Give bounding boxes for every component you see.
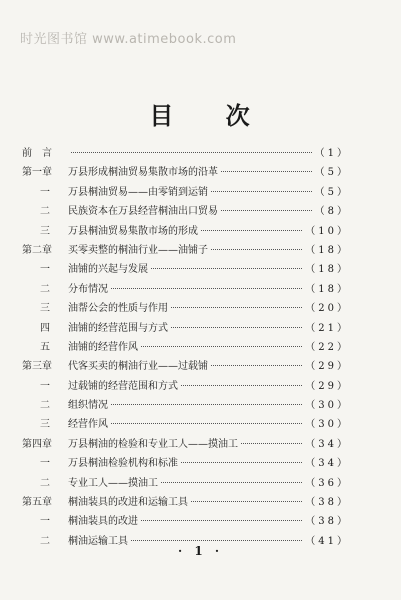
toc-entry-number: 二	[40, 283, 50, 295]
dot-leader	[111, 422, 302, 424]
toc-entry	[22, 260, 350, 279]
toc-entry-page: （29）	[305, 380, 350, 392]
toc-entry	[22, 415, 350, 434]
dot-leader	[181, 461, 302, 463]
toc-entry-page: （34）	[305, 438, 350, 450]
dot-leader	[211, 364, 302, 366]
toc-entry-page: （20）	[305, 303, 350, 315]
toc-entry	[22, 319, 350, 338]
dot-leader	[221, 209, 312, 211]
toc-entry	[22, 202, 350, 221]
page-title: 目 次	[149, 101, 272, 130]
toc-entry-number: 二	[40, 400, 50, 412]
dot-leader	[131, 539, 302, 541]
toc-entry-number: 二	[40, 535, 50, 547]
toc-entry-title: 桐油装具的改进和运输工具	[68, 497, 188, 509]
toc-entry-number: 第三章	[22, 361, 52, 373]
dot-leader	[211, 190, 312, 192]
toc-entry-number: 一	[40, 380, 50, 392]
dot-leader	[141, 345, 302, 347]
toc-entry-number: 前 言	[22, 148, 52, 159]
toc-entry-number: 三	[40, 303, 50, 315]
toc-entry	[22, 512, 350, 531]
toc-entry	[22, 144, 350, 163]
toc-entry-page: （22）	[305, 341, 350, 353]
toc-entry-number: 二	[40, 477, 50, 489]
toc-entry-title: 油铺的经营范围与方式	[68, 322, 168, 334]
dot-leader	[201, 229, 302, 231]
toc-entry-page: （34）	[305, 458, 350, 470]
toc-entry-number: 第二章	[22, 244, 52, 256]
toc-entry	[22, 241, 350, 260]
toc-entry-title: 万县桐油检验机构和标准	[68, 458, 178, 470]
toc-entry-number: 第四章	[22, 438, 52, 450]
toc-entry-page: （5）	[314, 167, 350, 179]
toc-entry-number: 四	[40, 322, 50, 334]
toc-entry-title: 分布情况	[68, 283, 108, 295]
toc-entry-page: （8）	[314, 206, 350, 218]
dot-leader	[161, 481, 302, 483]
toc-entry-page: （1）	[314, 148, 350, 159]
toc-entry-number: 第五章	[22, 497, 52, 509]
toc-entry-title: 过载铺的经营范围和方式	[68, 380, 178, 392]
toc-entry	[22, 493, 350, 512]
toc-entry-title: 油铺的经营作风	[68, 341, 138, 353]
toc-entry	[22, 280, 350, 299]
toc-entry-title: 买零卖整的桐油行业——油铺子	[68, 244, 208, 256]
watermark: 时光图书馆 www.atimebook.com	[20, 32, 237, 47]
toc-entry-page: （18）	[305, 264, 350, 276]
dot-leader	[221, 170, 312, 172]
toc-entry-page: （30）	[305, 419, 350, 431]
toc-entry	[22, 222, 350, 241]
toc-entry-page: （38）	[305, 497, 350, 509]
toc-entry-number: 一	[40, 516, 50, 528]
dot-leader	[181, 384, 302, 386]
toc-entry	[22, 435, 350, 454]
toc-entry	[22, 357, 350, 376]
toc-entry-number: 三	[40, 225, 50, 237]
toc-entry-page: （41）	[305, 535, 350, 547]
toc-entry	[22, 183, 350, 202]
toc-entry-page: （18）	[305, 244, 350, 256]
toc-entry-title: 经营作风	[68, 419, 108, 431]
toc-entry-number: 三	[40, 419, 50, 431]
toc-entry	[22, 396, 350, 415]
dot-leader	[241, 442, 302, 444]
toc-entry-title: 万县桐油的检验和专业工人——摸油工	[68, 438, 238, 450]
dot-leader	[171, 326, 302, 328]
table-of-contents	[22, 144, 350, 551]
page-number: · 1 ·	[177, 544, 224, 558]
toc-entry-number: 一	[40, 186, 50, 198]
dot-leader	[211, 248, 302, 250]
toc-entry	[22, 163, 350, 182]
toc-entry-page: （30）	[305, 400, 350, 412]
toc-entry-page: （36）	[305, 477, 350, 489]
toc-entry-title: 万县形成桐油贸易集散市场的沿革	[68, 167, 218, 179]
dot-leader	[111, 287, 302, 289]
dot-leader	[171, 306, 302, 308]
toc-entry-title: 万县桐油贸易——由零销到运销	[68, 186, 208, 198]
toc-entry-title: 桐油运输工具	[68, 535, 128, 547]
toc-entry	[22, 474, 350, 493]
toc-entry-page: （21）	[305, 322, 350, 334]
toc-entry-number: 二	[40, 206, 50, 218]
toc-entry-title: 专业工人——摸油工	[68, 477, 158, 489]
toc-entry	[22, 377, 350, 396]
toc-entry-title: 桐油装具的改进	[68, 516, 138, 528]
dot-leader	[111, 403, 302, 405]
toc-entry-number: 一	[40, 264, 50, 276]
toc-entry	[22, 299, 350, 318]
toc-entry-title: 民族资本在万县经营桐油出口贸易	[68, 206, 218, 218]
toc-entry-page: （18）	[305, 283, 350, 295]
toc-entry-number: 第一章	[22, 167, 52, 179]
dot-leader	[191, 500, 302, 502]
dot-leader	[141, 519, 302, 521]
dot-leader	[151, 267, 302, 269]
toc-entry	[22, 338, 350, 357]
toc-entry-page: （38）	[305, 516, 350, 528]
toc-entry-title: 组织情况	[68, 400, 108, 412]
toc-entry-page: （10）	[305, 225, 350, 237]
toc-entry-title: 代客买卖的桐油行业——过载铺	[68, 361, 208, 373]
toc-entry-page: （29）	[305, 361, 350, 373]
toc-entry-title: 油帮公会的性质与作用	[68, 303, 168, 315]
toc-entry-title: 油铺的兴起与发展	[68, 264, 148, 276]
toc-entry-number: 一	[40, 458, 50, 470]
toc-entry	[22, 454, 350, 473]
toc-entry-page: （5）	[314, 186, 350, 198]
toc-entry-title: 万县桐油贸易集散市场的形成	[68, 225, 198, 237]
toc-entry-number: 五	[40, 341, 50, 353]
dot-leader	[71, 151, 312, 153]
